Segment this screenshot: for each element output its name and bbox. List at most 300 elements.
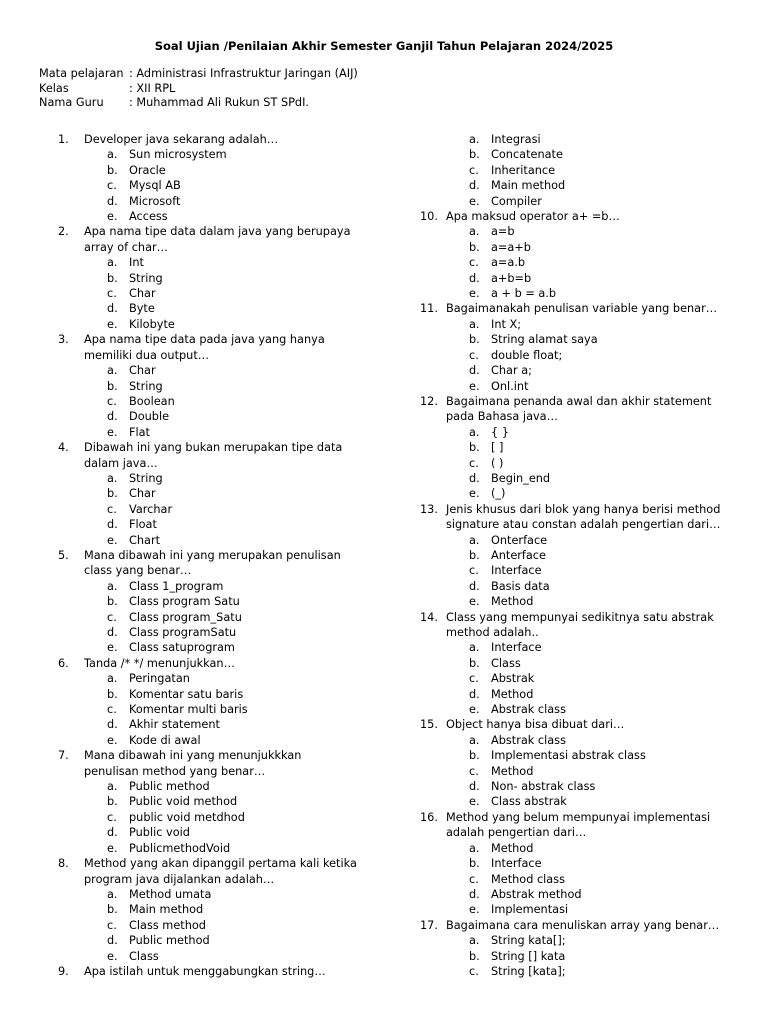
option-letter: c. <box>469 256 479 270</box>
option-text: Byte <box>129 302 155 316</box>
answer-option <box>58 147 358 162</box>
option-text: Class abstrak <box>491 795 567 809</box>
option-text: public void metdhod <box>129 810 245 824</box>
answer-option <box>58 610 358 625</box>
option-text: Begin_end <box>491 471 551 485</box>
option-text: Komentar satu baris <box>129 687 244 701</box>
question-item <box>420 810 730 841</box>
option-text: Method <box>491 764 534 778</box>
option-text: Char a; <box>491 364 532 378</box>
option-text: Abstrak method <box>491 887 582 901</box>
option-text: Class method <box>129 918 206 932</box>
question-item <box>58 224 358 255</box>
option-letter: d. <box>469 271 480 285</box>
answer-option <box>420 671 730 686</box>
option-text: Char <box>129 364 156 378</box>
answer-option <box>58 209 358 224</box>
option-text: Int X; <box>491 317 522 331</box>
question-text: Bagaimanakah penulisan variable yang benar… <box>446 302 718 316</box>
answer-option <box>420 887 730 902</box>
question-number: 5. <box>58 548 69 562</box>
question-item <box>58 748 358 779</box>
answer-option <box>420 748 730 763</box>
question-text: Apa maksud operator a+ =b… <box>446 210 620 224</box>
option-text: Interface <box>491 857 542 871</box>
option-letter: d. <box>469 579 480 593</box>
question-item <box>58 132 358 147</box>
option-letter: a. <box>469 225 480 239</box>
option-text: Concatenate <box>491 148 563 162</box>
answer-option <box>58 825 358 840</box>
option-text: Public method <box>129 780 210 794</box>
question-item <box>420 610 730 641</box>
option-text: Implementasi <box>491 903 569 917</box>
question-text: Object hanya bisa dibuat dari… <box>446 718 625 732</box>
answer-option <box>58 178 358 193</box>
question-text: Bagaimana penanda awal dan akhir statement pada Bahasa java… <box>446 394 712 424</box>
question-item <box>420 717 730 732</box>
option-text: Mysql AB <box>129 179 181 193</box>
question-number: 16. <box>420 810 438 824</box>
option-text: Main method <box>129 903 204 917</box>
option-letter: c. <box>469 764 479 778</box>
option-letter: d. <box>107 626 118 639</box>
option-text: Access <box>129 210 168 224</box>
option-text: a+b=b <box>491 271 532 285</box>
option-text: Non- abstrak class <box>491 780 596 794</box>
option-letter: b. <box>469 857 480 871</box>
question-item <box>58 964 358 979</box>
option-letter: a. <box>469 317 480 331</box>
option-text: Basis data <box>491 579 550 593</box>
answer-option <box>58 640 358 655</box>
answer-option <box>420 856 730 871</box>
answer-option <box>420 733 730 748</box>
option-text: Class <box>491 656 521 670</box>
answer-option <box>420 841 730 856</box>
question-text: Apa istilah untuk menggabungkan string… <box>84 964 326 978</box>
option-text: Interface <box>491 564 542 578</box>
option-text: Boolean <box>129 394 175 408</box>
option-letter: d. <box>107 718 118 732</box>
option-text: Abstrak class <box>491 733 566 747</box>
answer-option <box>58 579 358 594</box>
info-label: Nama Guru <box>39 96 104 109</box>
answer-option <box>58 517 358 532</box>
option-letter: e. <box>469 379 480 393</box>
option-letter: c. <box>107 703 117 717</box>
option-letter: c. <box>107 394 117 408</box>
option-letter: a. <box>107 780 118 794</box>
option-letter: a. <box>107 579 118 593</box>
answer-option <box>58 949 358 964</box>
option-letter: c. <box>107 810 117 824</box>
question-text: Dibawah ini yang bukan merupakan tipe data dalam java… <box>84 441 343 470</box>
option-letter: b. <box>107 487 118 501</box>
answer-option <box>420 163 730 178</box>
answer-option <box>420 425 730 440</box>
answer-option <box>58 317 358 332</box>
option-letter: a. <box>469 533 480 547</box>
question-text: Mana dibawah ini yang merupakan penulisan class yang benar… <box>84 548 341 578</box>
answer-option <box>58 794 358 809</box>
option-text: Char <box>129 287 156 301</box>
option-letter: b. <box>469 749 480 763</box>
option-text: Anterface <box>491 548 546 562</box>
option-text: Inheritance <box>491 163 556 177</box>
question-number: 12. <box>420 394 438 408</box>
info-label: Mata pelajaran <box>39 67 124 80</box>
option-letter: b. <box>469 240 480 254</box>
option-letter: b. <box>107 379 118 393</box>
option-letter: e. <box>107 210 118 224</box>
option-letter: a. <box>107 471 118 485</box>
question-text: Apa nama tipe data dalam java yang berupaya array of char… <box>84 225 351 254</box>
option-letter: c. <box>469 348 479 362</box>
option-letter: e. <box>469 287 480 301</box>
question-number: 10. <box>420 210 438 224</box>
option-letter: d. <box>107 194 118 208</box>
option-text: Komentar multi baris <box>129 703 248 717</box>
option-letter: a. <box>469 133 480 146</box>
option-letter: e. <box>469 795 480 809</box>
answer-option <box>420 471 730 486</box>
option-text: ( ) <box>491 456 504 470</box>
question-number: 4. <box>58 441 69 455</box>
answer-option <box>420 379 730 394</box>
option-text: Class satuprogram <box>129 641 235 655</box>
option-text: String [kata]; <box>491 964 566 978</box>
option-text: (_) <box>491 487 506 501</box>
info-row-class <box>39 82 358 97</box>
option-text: Integrasi <box>491 133 541 146</box>
option-letter: c. <box>469 964 479 978</box>
option-letter: e. <box>107 317 118 331</box>
answer-option <box>420 147 730 162</box>
answer-option <box>420 348 730 363</box>
option-text: String <box>129 471 163 485</box>
option-letter: d. <box>469 471 480 485</box>
option-letter: e. <box>469 194 480 208</box>
option-text: Chart <box>129 533 161 547</box>
answer-option <box>58 425 358 440</box>
question-column-left <box>58 132 358 979</box>
answer-option <box>58 194 358 209</box>
option-text: Main method <box>491 179 566 193</box>
answer-option <box>420 656 730 671</box>
answer-option <box>420 579 730 594</box>
question-item <box>420 394 730 425</box>
answer-option <box>58 918 358 933</box>
question-item <box>58 548 358 579</box>
option-text: String <box>129 271 163 285</box>
question-number: 2. <box>58 225 69 239</box>
answer-option <box>58 471 358 486</box>
option-text: Interface <box>491 641 542 655</box>
option-letter: a. <box>107 148 118 162</box>
option-text: String <box>129 379 163 393</box>
option-text: [ ] <box>491 441 504 455</box>
info-value: : Administrasi Infrastruktur Jaringan (AIJ) <box>129 67 358 80</box>
answer-option <box>420 363 730 378</box>
option-text: Method <box>491 841 534 855</box>
option-text: String alamat saya <box>491 333 598 347</box>
option-letter: c. <box>107 179 117 193</box>
option-text: Abstrak <box>491 672 535 686</box>
answer-option <box>420 548 730 563</box>
answer-option <box>420 794 730 809</box>
answer-option <box>420 440 730 455</box>
option-text: Class programSatu <box>129 626 237 639</box>
answer-option <box>420 872 730 887</box>
option-letter: c. <box>469 564 479 578</box>
answer-option <box>420 779 730 794</box>
info-label: Kelas <box>39 81 69 95</box>
answer-option <box>420 271 730 286</box>
option-letter: c. <box>107 610 117 624</box>
question-text: Developer java sekarang adalah… <box>84 133 279 146</box>
question-item <box>58 656 358 671</box>
option-letter: a. <box>107 364 118 378</box>
question-number: 6. <box>58 656 69 670</box>
option-letter: a. <box>107 887 118 901</box>
option-text: Method umata <box>129 887 212 901</box>
option-letter: b. <box>107 271 118 285</box>
option-letter: b. <box>469 548 480 562</box>
option-text: PublicmethodVoid <box>129 841 231 855</box>
option-text: Class <box>129 949 159 963</box>
question-number: 9. <box>58 964 69 978</box>
question-number: 15. <box>420 718 438 732</box>
answer-option <box>58 301 358 316</box>
option-letter: d. <box>469 179 480 193</box>
option-letter: e. <box>107 841 118 855</box>
option-text: a=a.b <box>491 256 526 270</box>
answer-option <box>58 163 358 178</box>
question-number: 17. <box>420 918 438 932</box>
option-letter: e. <box>107 425 118 439</box>
question-text: Apa nama tipe data pada java yang hanya memiliki dua output… <box>84 333 325 362</box>
question-number: 3. <box>58 333 69 347</box>
answer-option <box>420 224 730 239</box>
question-item <box>420 502 730 533</box>
answer-option <box>58 902 358 917</box>
option-text: Class 1_program <box>129 579 224 593</box>
question-number: 11. <box>420 302 438 316</box>
answer-option <box>58 379 358 394</box>
option-text: String kata[]; <box>491 934 566 948</box>
option-letter: b. <box>107 595 118 609</box>
option-letter: b. <box>469 656 480 670</box>
question-number: 8. <box>58 857 69 871</box>
option-letter: c. <box>469 163 479 177</box>
question-number: 7. <box>58 749 69 763</box>
option-letter: c. <box>107 287 117 301</box>
option-letter: e. <box>469 903 480 917</box>
question-number: 13. <box>420 502 438 516</box>
answer-option <box>58 255 358 270</box>
option-letter: d. <box>107 410 118 424</box>
answer-option <box>58 933 358 948</box>
document-title: Soal Ujian /Penilaian Akhir Semester Ganjil Tahun Pelajaran 2024/2025 <box>154 39 614 53</box>
answer-option <box>420 332 730 347</box>
option-text: Int <box>129 256 144 270</box>
option-letter: b. <box>107 163 118 177</box>
option-text: Class program_Satu <box>129 610 242 624</box>
option-letter: e. <box>107 949 118 963</box>
option-text: Flat <box>129 425 150 439</box>
answer-option <box>420 286 730 301</box>
answer-option <box>420 702 730 717</box>
answer-option <box>58 271 358 286</box>
question-text: Mana dibawah ini yang menunjukkkan penulisan method yang benar… <box>84 749 302 778</box>
option-letter: c. <box>107 918 117 932</box>
answer-option <box>420 486 730 501</box>
option-text: Onterface <box>491 533 548 547</box>
option-text: Implementasi abstrak class <box>491 749 646 763</box>
option-text: Microsoft <box>129 194 181 208</box>
option-text: Char <box>129 487 156 501</box>
option-letter: b. <box>107 903 118 917</box>
option-letter: a. <box>107 256 118 270</box>
answer-option <box>58 733 358 748</box>
answer-option <box>58 671 358 686</box>
answer-option <box>58 841 358 856</box>
option-letter: e. <box>107 533 118 547</box>
answer-option <box>58 363 358 378</box>
info-value: : Muhammad Ali Rukun ST SPdI. <box>129 96 310 109</box>
answer-option <box>420 933 730 948</box>
answer-option <box>58 810 358 825</box>
option-letter: c. <box>469 456 479 470</box>
question-item <box>58 332 358 363</box>
option-letter: d. <box>469 364 480 378</box>
option-letter: a. <box>469 733 480 747</box>
option-letter: e. <box>107 733 118 747</box>
answer-option <box>58 625 358 640</box>
option-text: Public method <box>129 934 210 948</box>
answer-option <box>420 764 730 779</box>
option-text: Method <box>491 595 534 609</box>
option-letter: a. <box>469 841 480 855</box>
answer-option <box>58 717 358 732</box>
option-letter: d. <box>469 687 480 701</box>
answer-option <box>58 594 358 609</box>
option-letter: d. <box>107 302 118 316</box>
option-text: String [] kata <box>491 949 566 963</box>
question-text: Jenis khusus dari blok yang hanya berisi method signature atau constan adalah pengertian dari… <box>446 502 721 532</box>
info-row-subject <box>39 67 358 82</box>
answer-option <box>420 949 730 964</box>
question-text: Class yang mempunyai sedikitnya satu abstrak method adalah.. <box>446 610 714 639</box>
option-letter: b. <box>107 687 118 701</box>
answer-option <box>420 132 730 147</box>
question-text: Method yang belum mempunyai implementasi adalah pengertian dari… <box>446 810 711 840</box>
option-letter: e. <box>469 487 480 501</box>
answer-option <box>58 533 358 548</box>
option-letter: c. <box>469 872 479 886</box>
answer-option <box>420 563 730 578</box>
answer-option <box>420 178 730 193</box>
answer-option <box>58 409 358 424</box>
option-letter: d. <box>469 780 480 794</box>
option-text: Method class <box>491 872 566 886</box>
option-letter: e. <box>469 595 480 609</box>
option-letter: b. <box>469 441 480 455</box>
answer-option <box>58 486 358 501</box>
question-text: Method yang akan dipanggil pertama kali ketika program java dijalankan adalah… <box>84 857 357 886</box>
option-letter: b. <box>107 795 118 809</box>
question-number: 1. <box>58 133 69 146</box>
answer-option <box>58 779 358 794</box>
option-text: Public void method <box>129 795 238 809</box>
answer-option <box>420 194 730 209</box>
question-item <box>58 856 358 887</box>
option-text: double float; <box>491 348 563 362</box>
question-text: Bagaimana cara menuliskan array yang benar… <box>446 918 720 932</box>
question-item <box>420 209 730 224</box>
option-letter: d. <box>107 518 118 532</box>
answer-option <box>420 456 730 471</box>
answer-option <box>420 902 730 917</box>
info-value: : XII RPL <box>129 81 176 95</box>
option-letter: a. <box>469 934 480 948</box>
option-letter: e. <box>107 641 118 655</box>
option-letter: a. <box>107 672 118 686</box>
option-letter: a. <box>469 641 480 655</box>
option-text: Kode di awal <box>129 733 201 747</box>
question-item <box>420 918 730 933</box>
option-letter: b. <box>469 333 480 347</box>
answer-option <box>58 702 358 717</box>
answer-option <box>58 394 358 409</box>
answer-option <box>58 687 358 702</box>
option-text: Compiler <box>491 194 542 208</box>
option-text: Double <box>129 410 170 424</box>
option-text: Oracle <box>129 163 166 177</box>
answer-option <box>420 317 730 332</box>
question-item <box>58 440 358 471</box>
option-letter: d. <box>469 887 480 901</box>
answer-option <box>420 240 730 255</box>
question-column-right <box>420 132 730 979</box>
option-text: Class program Satu <box>129 595 240 609</box>
answer-option <box>58 502 358 517</box>
answer-option <box>58 887 358 902</box>
answer-option <box>420 594 730 609</box>
option-text: Varchar <box>129 502 173 516</box>
option-text: a + b = a.b <box>491 287 557 301</box>
answer-option <box>420 640 730 655</box>
option-letter: d. <box>107 826 118 840</box>
option-text: Public void <box>129 826 190 840</box>
option-text: Akhir statement <box>129 718 220 732</box>
option-letter: e. <box>469 703 480 717</box>
exam-info <box>39 67 358 111</box>
option-letter: b. <box>469 949 480 963</box>
answer-option <box>58 286 358 301</box>
option-text: Method <box>491 687 534 701</box>
answer-option <box>420 964 730 979</box>
option-letter: a. <box>469 425 480 439</box>
option-letter: c. <box>469 672 479 686</box>
option-letter: d. <box>107 934 118 948</box>
question-item <box>420 301 730 316</box>
option-text: Sun microsystem <box>129 148 227 162</box>
info-row-teacher <box>39 96 358 111</box>
question-number: 14. <box>420 610 438 624</box>
option-letter: b. <box>469 148 480 162</box>
